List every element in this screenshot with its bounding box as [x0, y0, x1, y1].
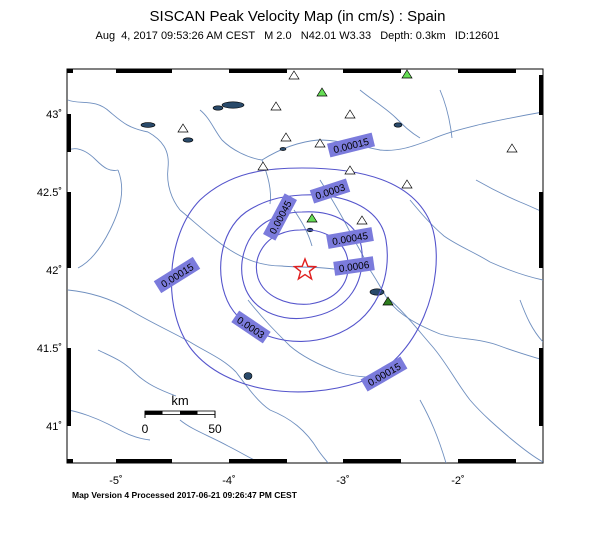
map-title: SISCAN Peak Velocity Map (in cm/s) : Spain: [149, 8, 446, 25]
x-axis-labels: [109, 475, 464, 487]
x-tick-label: -2˚: [451, 475, 465, 487]
map-version-footer: Map Version 4 Processed 2017-06-21 09:26:47 PM CEST: [72, 490, 297, 500]
y-tick-label: 42˚: [46, 265, 62, 277]
x-tick-label: -5˚: [109, 475, 123, 487]
x-tick-label: -4˚: [222, 475, 236, 487]
event-info: Aug 4, 2017 09:53:26 AM CEST M 2.0 N42.01 W3.33 Depth: 0.3km ID:12601: [95, 30, 500, 42]
y-tick-label: 41.5˚: [36, 343, 62, 355]
y-tick-label: 42.5˚: [36, 187, 62, 199]
scale-bar-min: 0: [141, 422, 149, 436]
svg-text:0.00045: 0.00045: [331, 230, 370, 249]
map-frame: [67, 69, 543, 463]
svg-text:0.0003: 0.0003: [234, 315, 266, 342]
svg-text:0.00015: 0.00015: [332, 136, 371, 157]
y-axis-labels: [37, 109, 62, 433]
y-tick-label: 43˚: [46, 109, 62, 121]
svg-text:0.0003: 0.0003: [314, 182, 347, 203]
svg-text:0.0006: 0.0006: [338, 259, 371, 276]
svg-text:0.00015: 0.00015: [366, 361, 404, 390]
y-tick-label: 41˚: [46, 421, 62, 433]
svg-text:0.00015: 0.00015: [159, 262, 197, 291]
scale-bar-max: 50: [208, 422, 222, 436]
x-tick-label: -3˚: [336, 475, 350, 487]
scale-bar-unit: km: [171, 393, 189, 408]
svg-text:0.00045: 0.00045: [267, 199, 295, 237]
